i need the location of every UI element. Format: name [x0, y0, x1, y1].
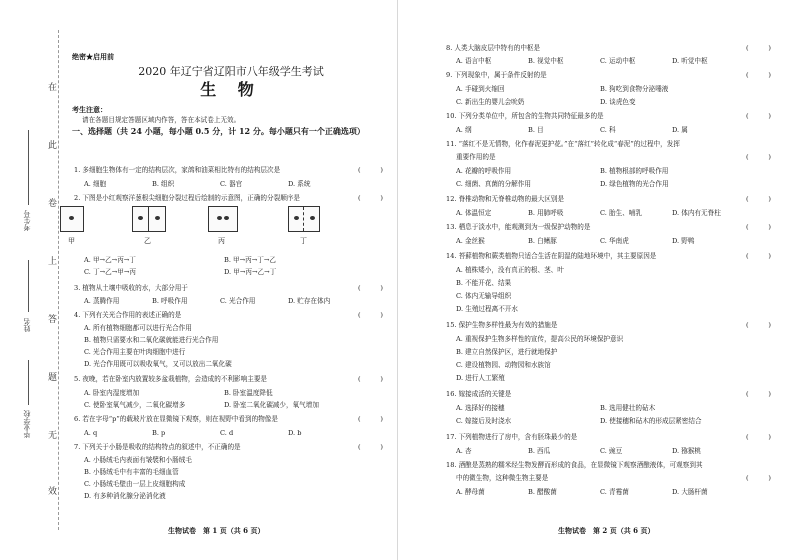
option: D. 属 — [672, 126, 688, 134]
option: A. q — [84, 429, 98, 437]
option: B. 白鳍豚 — [528, 237, 557, 245]
answer-bracket: ( ) — [746, 252, 771, 260]
option: B. 狗吃到食物分泌唾液 — [600, 85, 669, 93]
option: A. 蒸腾作用 — [84, 297, 120, 305]
name-line — [28, 260, 29, 312]
option: A. 卧室内湿度增加 — [84, 389, 140, 397]
nucleus — [224, 216, 229, 220]
binding-char: 答 — [48, 315, 58, 325]
answer-bracket: ( ) — [358, 311, 383, 319]
option: A. 语言中枢 — [456, 57, 492, 65]
question-stem: 13. 栖息于淡水中，能观测到为一级保护动物的是 — [446, 223, 591, 231]
options-row — [456, 488, 744, 497]
candidate-number-line — [28, 130, 29, 205]
exam-page-1 — [0, 0, 396, 560]
school-line — [28, 360, 29, 405]
answer-bracket: ( ) — [746, 195, 771, 203]
question-stem: 5. 夜晚，若在卧室内放置较多盆栽植物，会造成的不利影响主要是 — [74, 375, 268, 383]
cell-plate — [303, 207, 305, 231]
nucleus — [294, 216, 299, 220]
option: C. 器官 — [220, 180, 243, 188]
option: A. 酵母菌 — [456, 488, 485, 496]
answer-bracket: ( ) — [746, 474, 771, 482]
option: D. 野鸭 — [672, 237, 695, 245]
option: C. 丁→乙→甲→丙 — [84, 268, 136, 276]
question-stem: 18. 酒酿是蒸熟的糯米经生物发酵而形成的食品，在显微镜下观察酒酿液体，可观察到其 — [446, 461, 703, 469]
option: D. 猕猴桃 — [672, 447, 702, 455]
cell-jia — [60, 206, 84, 232]
option: D. 进行人工繁殖 — [456, 374, 505, 382]
binding-dashed-line — [58, 30, 59, 530]
options-row — [84, 389, 364, 398]
options-row — [456, 209, 744, 218]
options-row — [84, 429, 356, 438]
option: D. 绿色植物的光合作用 — [600, 180, 669, 188]
answer-bracket: ( ) — [746, 223, 771, 231]
option: C. 细菌、真菌的分解作用 — [456, 180, 531, 188]
cell-label: 丁 — [300, 237, 307, 245]
cell-label: 乙 — [144, 237, 151, 245]
option: B. 甲→丙→丁→乙 — [224, 256, 276, 264]
option: B. 用肺呼吸 — [528, 209, 564, 217]
option: A. 杏 — [456, 447, 472, 455]
binding-char: 题 — [48, 373, 58, 383]
option: B. 植物根部的呼吸作用 — [600, 167, 669, 175]
option: A. 手碰到火缩回 — [456, 85, 505, 93]
option: D. 谈虎色变 — [600, 98, 636, 106]
answer-bracket: ( ) — [746, 44, 771, 52]
option: D. b — [288, 429, 302, 437]
question-stem: 3. 植物从土壤中吸收的水，大部分用于 — [74, 284, 188, 292]
answer-bracket: ( ) — [358, 443, 383, 451]
candidate-number-label: 考生号 — [23, 210, 31, 231]
answer-bracket: ( ) — [358, 375, 383, 383]
question-stem: 8. 人类大脑皮层中特有的中枢是 — [446, 44, 541, 52]
option: B. 选用健壮的砧木 — [600, 404, 656, 412]
school-label: 毕业学校 — [23, 410, 31, 438]
option: C. 体内无输导组织 — [456, 292, 512, 300]
name-label: 姓名 — [23, 318, 31, 332]
binding-margin — [18, 70, 62, 497]
option: C. 嫁接后及时浇水 — [456, 417, 512, 425]
option: B. 视觉中枢 — [528, 57, 564, 65]
option: C. 小肠绒毛壁由一层上皮细胞构成 — [84, 480, 186, 488]
question-stem: 17. 下列植物进行了房中，含有胚珠最少的是 — [446, 433, 578, 441]
option: B. 建立自然保护区，进行就地保护 — [456, 348, 558, 356]
binding-char: 卷 — [48, 199, 58, 209]
question-stem: 12. 脊椎动物和无脊椎动物的最大区别是 — [446, 195, 565, 203]
cell-wall — [148, 207, 149, 231]
option: B. 西瓜 — [528, 447, 551, 455]
options-row — [456, 85, 744, 94]
section-heading: 一、选择题（共 24 小题，每小题 0.5 分，计 12 分。每小题只有一个正确选项） — [72, 126, 365, 136]
answer-bracket: ( ) — [358, 194, 383, 202]
options-row — [456, 237, 744, 246]
option: A. 甲→乙→丙→丁 — [84, 256, 136, 264]
binding-char: 此 — [48, 141, 58, 151]
question-stem: 9. 下列现象中，属于条件反射的是 — [446, 71, 547, 79]
page-footer: 生物试卷 第 1 页（共 6 页） — [168, 526, 265, 535]
question-stem-continued: 中的微生物，这种微生物主要是 — [456, 474, 549, 482]
page-footer: 生物试卷 第 2 页（共 6 页） — [558, 526, 655, 535]
option: A. 选择好的接穗 — [456, 404, 505, 412]
option: C. 胎生、哺乳 — [600, 209, 642, 217]
option: C. 科 — [600, 126, 616, 134]
answer-bracket: ( ) — [746, 390, 771, 398]
option: B. 目 — [528, 126, 544, 134]
exam-page-2 — [398, 0, 794, 560]
exam-title: 2020 年辽宁省辽阳市八年级学生考试 — [138, 65, 324, 78]
option: C. 新出生的婴儿会吮奶 — [456, 98, 525, 106]
options-row — [84, 180, 356, 189]
question-stem: 16. 嫁接成活的关键是 — [446, 390, 512, 398]
option: D. 卧室二氧化碳减少，氧气增加 — [224, 401, 319, 409]
option: C. 使卧室氧气减少，二氧化碳增多 — [84, 401, 186, 409]
option: D. 生殖过程离不开水 — [456, 305, 518, 313]
answer-bracket: ( ) — [358, 284, 383, 292]
answer-bracket: ( ) — [358, 166, 383, 174]
notice-text: 请在各题目规定答题区域内作答，答在本试卷上无效。 — [82, 116, 241, 124]
nucleus — [138, 216, 143, 220]
answer-bracket: ( ) — [746, 71, 771, 79]
binding-char: 上 — [48, 257, 58, 267]
binding-char: 在 — [48, 83, 58, 93]
options-row — [84, 297, 356, 306]
question-stem-continued: 重要作用的是 — [456, 153, 496, 161]
binding-char: 效 — [48, 487, 58, 497]
option: D. 光合作用既可以吸收氧气，又可以放出二氧化碳 — [84, 360, 232, 368]
question-stem: 15. 保护生物多样性最为有效的措施是 — [446, 321, 558, 329]
option: D. 贮存在体内 — [288, 297, 331, 305]
option: C. 豌豆 — [600, 447, 623, 455]
option: A. 纲 — [456, 126, 472, 134]
question-stem: 6. 若在字母“p”的载玻片放在显微镜下观察，则在视野中看到的物像是 — [74, 415, 278, 423]
option: D. 使接穗和砧木的形成层紧密结合 — [600, 417, 702, 425]
question-stem: 10. 下列分类单位中，所包含的生物共同特征最多的是 — [446, 112, 604, 120]
cell-bing — [208, 206, 238, 232]
cell-ding — [288, 206, 320, 232]
options-row — [456, 126, 744, 135]
option: A. 体温恒定 — [456, 209, 492, 217]
option: D. 大肠杆菌 — [672, 488, 708, 496]
options-row — [456, 57, 744, 66]
option: C. d — [220, 429, 234, 437]
options-row — [456, 167, 744, 176]
option: D. 体内有无脊柱 — [672, 209, 721, 217]
question-stem: 4. 下列有关光合作用的表述正确的是 — [74, 311, 182, 319]
answer-bracket: ( ) — [746, 433, 771, 441]
nucleus — [155, 216, 160, 220]
option: D. 甲→丙→乙→丁 — [224, 268, 277, 276]
option: B. 小肠绒毛中有丰富的毛细血管 — [84, 468, 179, 476]
option: B. 醋酸菌 — [528, 488, 557, 496]
options-row — [456, 180, 744, 189]
question-stem: 7. 下列关于小肠是吸收的结构特点的叙述中，不正确的是 — [74, 443, 241, 451]
options-row — [84, 268, 364, 277]
option: B. 呼吸作用 — [152, 297, 188, 305]
option: D. 有多种消化腺分泌消化液 — [84, 492, 166, 500]
option: C. 光合作用主要在叶肉细胞中进行 — [84, 348, 186, 356]
binding-char: 无 — [48, 431, 58, 441]
cell-yi — [132, 206, 166, 232]
option: B. 卧室温度降低 — [224, 389, 273, 397]
notice-title: 考生注意： — [72, 105, 107, 114]
option: B. 植物只需要水和二氧化碳就能进行光合作用 — [84, 336, 219, 344]
cell-division-figure — [60, 206, 320, 244]
secret-label: 绝密★启用前 — [72, 52, 114, 61]
cell-label: 甲 — [68, 237, 75, 245]
question-stem: 1. 多细胞生物体有一定的结构层次，家鸽和油菜相比特有的结构层次是 — [74, 166, 281, 174]
answer-bracket: ( ) — [746, 112, 771, 120]
nucleus — [69, 216, 74, 220]
option: C. 光合作用 — [220, 297, 256, 305]
option: C. 建设植物园、动物园和水族馆 — [456, 361, 551, 369]
question-stem: 2. 下图是小红观察洋葱根尖细胞分裂过程后绘制的示意图，正确的分裂顺序是 — [74, 194, 300, 202]
cell-label: 丙 — [218, 237, 225, 245]
option: C. 华南虎 — [600, 237, 629, 245]
option: C. 运动中枢 — [600, 57, 636, 65]
option: B. 组织 — [152, 180, 175, 188]
option: A. 植株矮小，没有真正的根、茎、叶 — [456, 266, 564, 274]
option: D. 听觉中枢 — [672, 57, 708, 65]
option: A. 细胞 — [84, 180, 107, 188]
option: C. 青霉菌 — [600, 488, 629, 496]
options-row — [456, 98, 744, 107]
question-stem: 14. 苔藓植物和蕨类植物只适合生活在阴湿的陆地环境中，其主要原因是 — [446, 252, 657, 260]
answer-bracket: ( ) — [746, 321, 771, 329]
option: A. 所有植物细胞都可以进行光合作用 — [84, 324, 192, 332]
answer-bracket: ( ) — [746, 153, 771, 161]
option: A. 重视保护生物多样性的宣传，提高公民的环境保护意识 — [456, 335, 624, 343]
option: B. 不能开花、结果 — [456, 279, 512, 287]
options-row — [456, 404, 744, 413]
option: B. p — [152, 429, 166, 437]
options-row — [456, 447, 744, 456]
options-row — [84, 256, 364, 265]
option: A. 金丝猴 — [456, 237, 485, 245]
subject-title: 生 物 — [200, 80, 262, 99]
answer-bracket: ( ) — [358, 415, 383, 423]
options-row — [84, 401, 364, 410]
option: A. 花瓣的呼吸作用 — [456, 167, 512, 175]
option: D. 系统 — [288, 180, 311, 188]
option: A. 小肠绒毛内表面有皱襞和小肠绒毛 — [84, 456, 192, 464]
nucleus — [217, 216, 222, 220]
question-stem: 11. “落红不是无情物，化作春泥更护花。”在“落红”转化成“春泥”的过程中，发挥 — [446, 140, 680, 148]
options-row — [456, 417, 744, 426]
nucleus — [310, 216, 315, 220]
